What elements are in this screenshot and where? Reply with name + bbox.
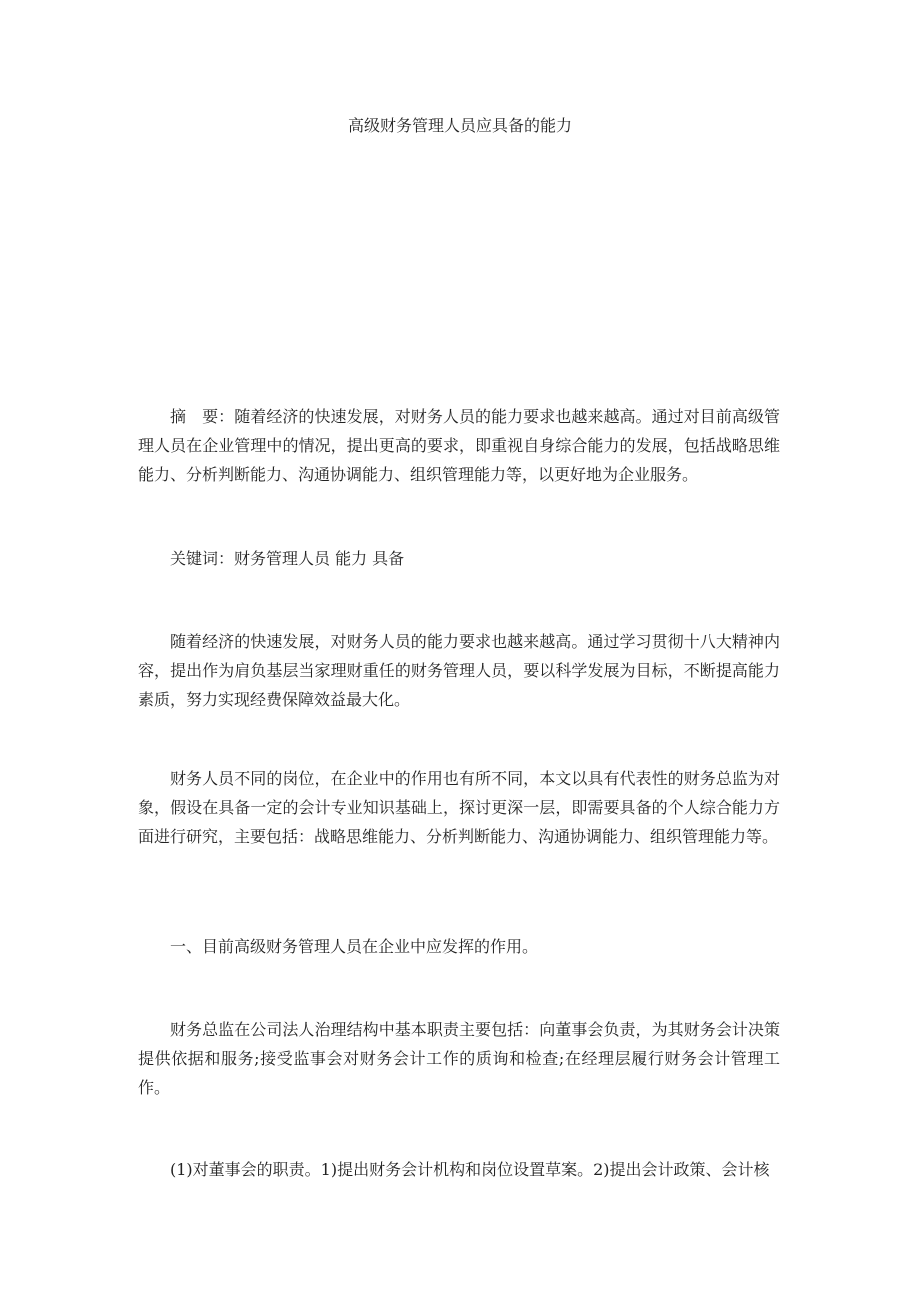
body-paragraph-1: 随着经济的快速发展，对财务人员的能力要求也越来越高。通过学习贯彻十八大精神内容，提出作为肩负基层当家理财重任的财务管理人员，要以科学发展为目标，不断提高能力素质，努力实现经费保障效益最大化。 (138, 632, 780, 709)
document-title: 高级财务管理人员应具备的能力 (347, 116, 572, 135)
body-paragraph-4: (1)对董事会的职责。1)提出财务会计机构和岗位设置草案。2)提出会计政策、会计核 (170, 1160, 770, 1179)
keywords-paragraph: 关键词：财务管理人员 能力 具备 (170, 549, 405, 568)
body-paragraph-3: 财务总监在公司法人治理结构中基本职责主要包括：向董事会负责，为其财务会计决策提供依据和服务;接受监事会对财务会计工作的质询和检查;在经理层履行财务会计管理工作。 (138, 1020, 780, 1097)
section-heading-1: 一、目前高级财务管理人员在企业中应发挥的作用。 (170, 937, 539, 956)
abstract-paragraph: 摘 要：随着经济的快速发展，对财务人员的能力要求也越来越高。通过对目前高级管理人员在企业管理中的情况，提出更高的要求，即重视自身综合能力的发展，包括战略思维能力、分析判断能力、沟通协调能力、组织管理能力等，以更好地为企业服务。 (138, 407, 780, 484)
body-paragraph-2: 财务人员不同的岗位，在企业中的作用也有所不同，本文以具有代表性的财务总监为对象，假设在具备一定的会计专业知识基础上，探讨更深一层，即需要具备的个人综合能力方面进行研究，主要包括：战略思维能力、分析判断能力、沟通协调能力、组织管理能力等。 (138, 769, 780, 846)
